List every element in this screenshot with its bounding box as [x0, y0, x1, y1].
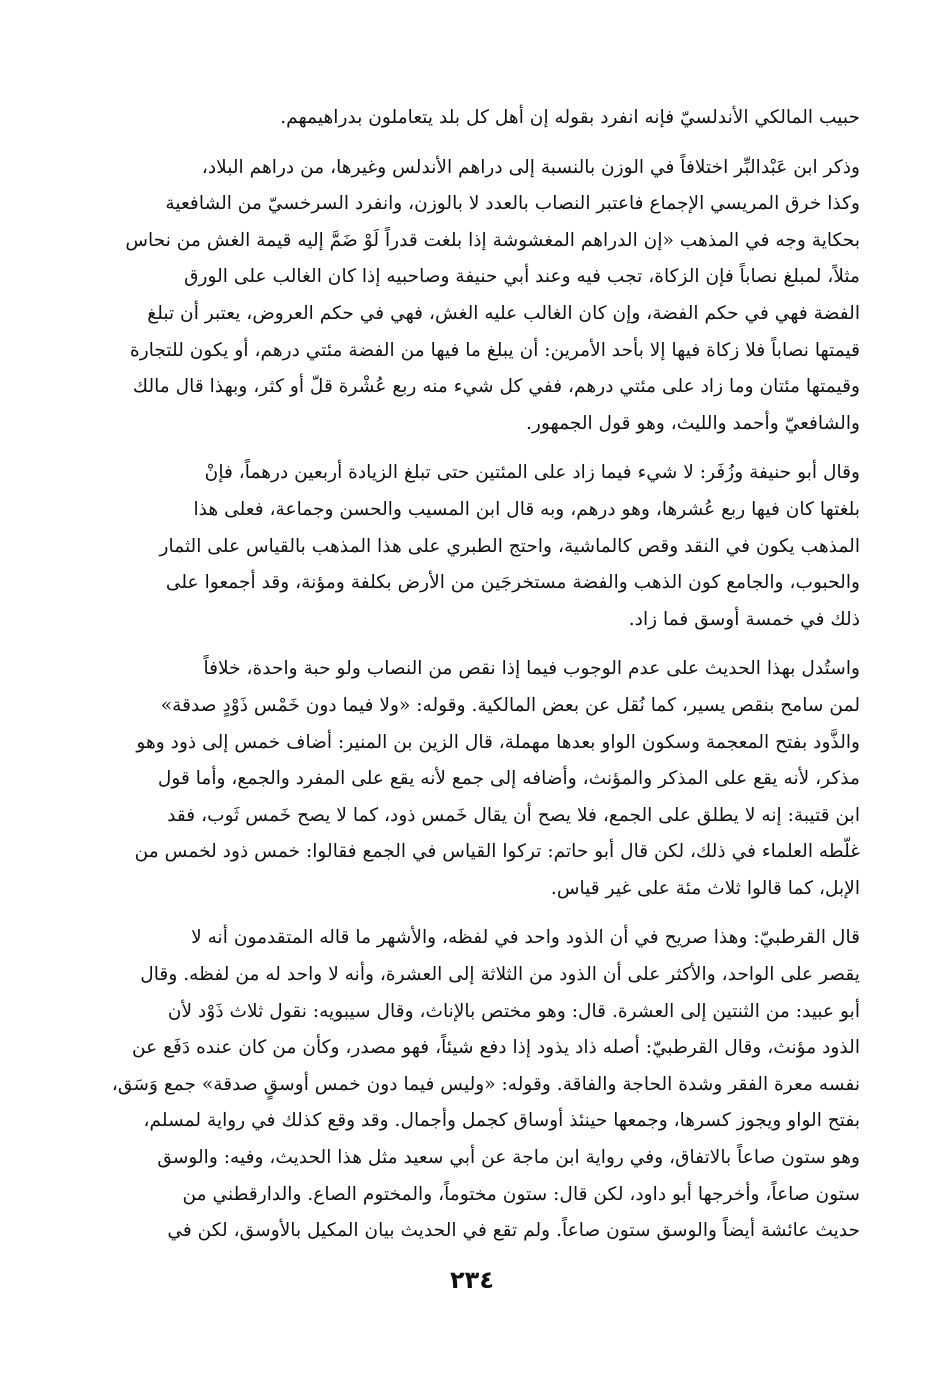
text-line: ستون صاعاً، وأخرجها أبو داود، لكن قال: ستون مختوماً، والمختوم الصاع. والدارقطني من — [182, 1183, 860, 1205]
text-line: بفتح الواو ويجوز كسرها، وجمعها حينئذ أوساق كجمل وأجمال. وقد وقع كذلك في رواية لمسلم، — [143, 1110, 860, 1132]
text-line: غلّطه العلماء في ذلك، لكن قال أبو حاتم: تركوا القياس في الجمع فقالوا: خمس ذود لخمس من — [134, 841, 860, 863]
text-line: وهو ستون صاعاً بالاتفاق، وفي رواية ابن ماجة عن أبي سعيد مثل هذا الحديث، وفيه: والوسق — [157, 1147, 860, 1169]
text-line: وقيمتها مئتان وما زاد على مئتي درهم، ففي كل شيء منه ربع عُشْرة قلّ أو كثر، وبهذا قال مالك — [132, 376, 860, 398]
text-line: واستُدل بهذا الحديث على عدم الوجوب فيما إذا نقص من النصاب ولو حبة واحدة، خلافاً — [203, 658, 860, 680]
text-line: ابن قتيبة: إنه لا يطلق على الجمع، فلا يصح أن يقال خَمس ذود، كما لا يصح خَمس ثَوب، فقد — [167, 804, 860, 826]
text-line: نفسه معرة الفقر وشدة الحاجة والفاقة. وقوله: «وليس فيما دون خمس أوسقٍ صدقة» جمع وَسَق، — [111, 1073, 860, 1095]
text-line: مثلاً، لمبلغ نصاباً فإن الزكاة، تجب فيه وعند أبي حنيفة وصاحبيه إذا كان الغالب على الورق — [184, 266, 860, 288]
text-line: يقصر على الواحد، والأكثر على أن الذود من الثلاثة إلى العشرة، وأنه لا واحد له من لفظه. وقال — [140, 964, 860, 986]
text-line: وذكر ابن عَبْدالبِّر اختلافاً في الوزن بالنسبة إلى دراهم الأندلس وغيرها، من دراهم البلاد، — [201, 156, 860, 178]
text-line: والحبوب، والجامع كون الذهب والفضة مستخرجَين من الأرض بكلفة ومؤنة، وقد أجمعوا على — [165, 572, 860, 594]
text-line: والذَّود بفتح المعجمة وسكون الواو بعدها مهملة، قال الزين بن المنير: أضاف خمس إلى ذود وهو — [136, 731, 860, 753]
page-number: ٢٣٤ — [450, 1266, 494, 1294]
text-line: مذكر، لأنه يقع على المذكر والمؤنث، وأضافه إلى جمع لأنه يقع على المفرد والجمع، وأما قول — [157, 768, 860, 790]
text-line: المذهب يكون في النقد وقص كالماشية، واحتج الطبري على هذا المذهب بالقياس على الثمار — [159, 535, 860, 557]
paragraph-4 — [96, 651, 860, 907]
text-line: الإبل، كما قالوا ثلاث مئة على غير قياس. — [550, 877, 860, 899]
page-body — [96, 100, 860, 1263]
text-line: الفضة فهي في حكم الفضة، وإن كان الغالب عليه الغش، فهي في حكم العروض، يعتبر أن تبلغ — [147, 302, 860, 324]
text-line: والشافعيّ وأحمد والليث، وهو قول الجمهور. — [526, 412, 860, 434]
text-line: وكذا خرق المريسي الإجماع فاعتبر النصاب بالعدد لا بالوزن، وانفرد السرخسيّ من الشافعية — [165, 193, 860, 215]
text-line: قال القرطبيّ: وهذا صريح في أن الذود واحد في لفظه، والأشهر ما قاله المتقدمون أنه لا — [191, 927, 860, 949]
text-line: حبيب المالكي الأندلسيّ فإنه انفرد بقوله إن أهل كل بلد يتعاملون بدراهيمهم. — [280, 107, 860, 128]
text-line: بحكاية وجه في المذهب «إن الدراهم المغشوشة إذا بلغت قدراً لَوْ ضَمَّ إليه قيمة الغش من نحاس — [125, 229, 860, 251]
text-line: بلغتها كان فيها ربع عُشرها، وهو درهم، وبه قال ابن المسيب والحسن وجماعة، فعلى هذا — [193, 498, 860, 520]
paragraph-1 — [96, 100, 860, 137]
text-line: ذلك في خمسة أوسق فما زاد. — [628, 608, 860, 630]
text-line: حديث عائشة أيضاً والوسق ستون صاعاً. ولم تقع في الحديث بيان المكيل بالأوسق، لكن في — [167, 1220, 860, 1242]
paragraph-2 — [96, 150, 860, 443]
text-line: أبو عبيد: من الثنتين إلى العشرة. قال: وهو مختص بالإناث، وقال سيبويه: نقول ثلاث ذَوْد لأن — [167, 1000, 860, 1022]
paragraph-3 — [96, 455, 860, 638]
text-line: وقال أبو حنيفة وزُفَر: لا شيء فيما زاد على المئتين حتى تبلغ الزيادة أربعين درهماً، فإنْ — [204, 462, 860, 484]
text-line: لمن سامح بنقص يسير، كما نُقل عن بعض المالكية. وقوله: «ولا فيما دون خَمْس ذَوْدٍ صدقة» — [160, 694, 860, 716]
text-line: الذود مؤنث، وقال القرطبيّ: أصله ذاد يذود إذا دفع شيئاً، فهو مصدر، وكأن من كان عنده دَفَع عن — [131, 1037, 860, 1059]
text-line: قيمتها نصاباً فلا زكاة فيها إلا بأحد الأمرين: أن يبلغ ما فيها من الفضة مئتي درهم، أو يكون للتجارة — [130, 339, 860, 361]
paragraph-5 — [96, 920, 860, 1249]
